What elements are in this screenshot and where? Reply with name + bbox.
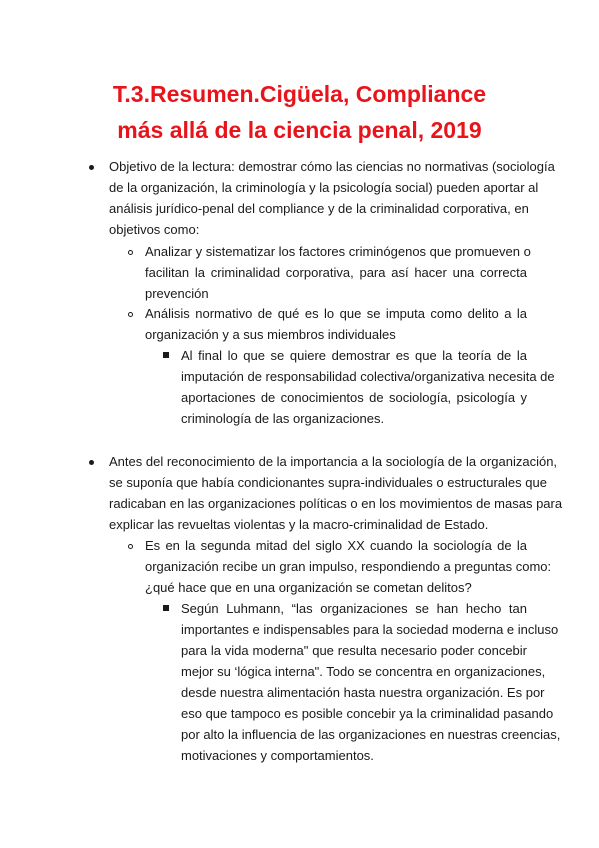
text-line: radicaban en las organizaciones políticas o en los movimientos de masas para (109, 496, 563, 511)
list-item-analyze (145, 241, 531, 304)
text-line: mejor su ‘lógica interna". Todo se concentra en organizaciones, (181, 664, 546, 679)
list-item-normative (145, 303, 527, 345)
text-line: desde nuestra alimentación hasta nuestra organización. Es por (181, 685, 545, 700)
text-line: Analizar y sistematizar los factores criminógenos que promueven o (145, 244, 531, 259)
text-line: eso que tampoco es posible concebir ya la criminalidad pasando (181, 706, 554, 721)
text-line: Objetivo de la lectura: demostrar cómo las ciencias no normativas (sociología (109, 159, 555, 174)
bullet-circle (128, 250, 133, 255)
text-line: análisis jurídico-penal del compliance y de la criminalidad corporativa, en (109, 201, 529, 216)
text-line: importantes e indispensables para la sociedad moderna e incluso (181, 622, 559, 637)
list-item-conclusion (181, 345, 555, 429)
text-line: facilitan la criminalidad corporativa, para así hacer una correcta (145, 265, 527, 280)
bullet-disc (89, 460, 94, 465)
text-line: explicar las revueltas violentas y la macro-criminalidad de Estado. (109, 517, 489, 532)
list-item-objective (109, 156, 555, 240)
text-line: ¿qué hace que en una organización se cometan delitos? (145, 580, 472, 595)
bullet-circle (128, 312, 133, 317)
list-item-luhmann (181, 598, 561, 766)
title-line-1: T.3.Resumen.Cigüela, Compliance (112, 81, 487, 107)
text-line: Al final lo que se quiere demostrar es que la teoría de la (181, 348, 527, 363)
text-line: prevención (145, 286, 209, 301)
text-line: de la organización, la criminología y la psicología social) pueden aportar al (109, 180, 539, 195)
bullet-circle (128, 544, 133, 549)
text-line: para la vida moderna" que resulta necesario poder concebir (181, 643, 527, 658)
list-item-20th-century (145, 535, 552, 598)
text-line: organización recibe un gran impulso, respondiendo a preguntas como: (145, 559, 552, 574)
text-line: organización y a sus miembros individuales (145, 327, 396, 342)
text-line: aportaciones de conocimientos de sociología, psicología y (181, 390, 527, 405)
text-line: Análisis normativo de qué es lo que se imputa como delito a la (145, 306, 527, 321)
bullet-square (163, 605, 169, 611)
bullet-square (163, 352, 169, 358)
list-item-before (109, 451, 563, 535)
text-line: imputación de responsabilidad colectiva/organizativa necesita de (181, 369, 555, 384)
text-line: Es en la segunda mitad del siglo XX cuando la sociología de la (145, 538, 527, 553)
text-line: Antes del reconocimiento de la importancia a la sociología de la organización, (109, 454, 558, 469)
text-line: por alto la influencia de las organizaciones en nuestras creencias, (181, 727, 561, 742)
text-line: criminología de las organizaciones. (181, 411, 385, 426)
text-line: se suponía que había condicionantes supra-individuales o estructurales que (109, 475, 547, 490)
text-line: Según Luhmann, “las organizaciones se han hecho tan (181, 601, 527, 616)
document-title (40, 76, 559, 148)
text-line: motivaciones y comportamientos. (181, 748, 374, 763)
bullet-disc (89, 165, 94, 170)
text-line: objetivos como: (109, 222, 200, 237)
title-line-2: más allá de la ciencia penal, 2019 (117, 117, 482, 143)
